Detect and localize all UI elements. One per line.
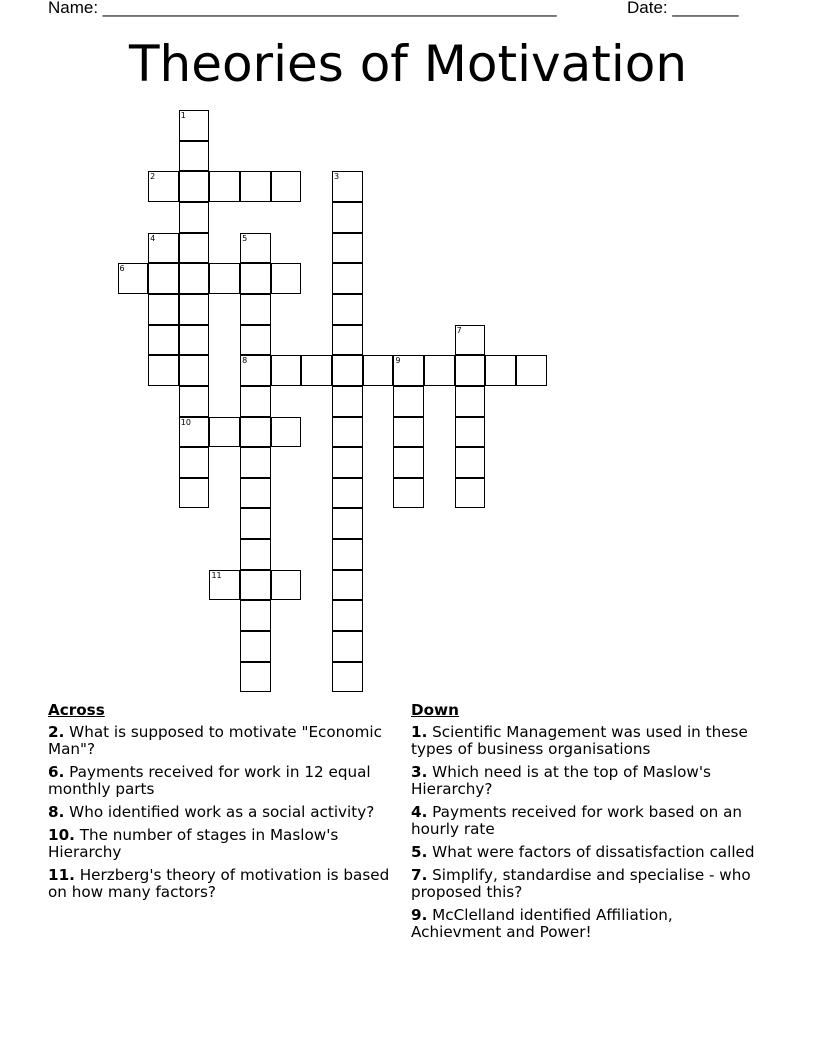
name-field[interactable]: Name: ________________________________________________ [48, 0, 557, 17]
crossword-cell[interactable] [148, 355, 179, 386]
crossword-cell[interactable] [240, 355, 271, 386]
clue-text: Who identified work as a social activity? [69, 803, 375, 821]
crossword-cell[interactable] [332, 325, 363, 356]
crossword-cell[interactable] [240, 508, 271, 539]
crossword-cell[interactable] [332, 355, 363, 386]
crossword-cell[interactable] [332, 478, 363, 509]
crossword-cell[interactable] [332, 263, 363, 294]
clue-text: Payments received for work based on an hourly rate [411, 803, 743, 838]
clue-text: What is supposed to motivate "Economic Man"? [48, 723, 382, 758]
clue-number: 5. [411, 843, 428, 861]
clue-text: Payments received for work in 12 equal monthly parts [48, 763, 371, 798]
clue-number: 11. [48, 866, 75, 884]
crossword-cell[interactable] [240, 478, 271, 509]
crossword-cell[interactable] [240, 631, 271, 662]
crossword-cell[interactable] [179, 294, 210, 325]
clue-text: McClelland identified Affiliation, Achievment and Power! [411, 906, 673, 941]
crossword-cell[interactable] [148, 171, 179, 202]
clue-across-10 [48, 827, 400, 861]
clue-down-1 [411, 724, 763, 758]
clue-number: 4. [411, 803, 428, 821]
crossword-cell[interactable] [301, 355, 332, 386]
crossword-cell[interactable] [240, 600, 271, 631]
crossword-cell[interactable] [179, 233, 210, 264]
crossword-cell[interactable] [118, 263, 149, 294]
crossword-cell[interactable] [332, 171, 363, 202]
clue-across-6 [48, 764, 400, 798]
crossword-cell[interactable] [455, 447, 486, 478]
crossword-cell[interactable] [455, 478, 486, 509]
clue-down-5 [411, 844, 763, 861]
clue-number: 9. [411, 906, 428, 924]
clue-down-7 [411, 867, 763, 901]
crossword-cell[interactable] [240, 233, 271, 264]
clue-down-4 [411, 804, 763, 838]
crossword-cell[interactable] [148, 325, 179, 356]
crossword-cell[interactable] [516, 355, 547, 386]
crossword-cell[interactable] [271, 355, 302, 386]
crossword-cell[interactable] [271, 171, 302, 202]
cell-number: 1 [180, 111, 186, 120]
crossword-cell[interactable] [332, 662, 363, 693]
crossword-cell[interactable] [148, 263, 179, 294]
crossword-cell[interactable] [179, 478, 210, 509]
clue-number: 2. [48, 723, 65, 741]
clue-number: 1. [411, 723, 428, 741]
crossword-cell[interactable] [179, 355, 210, 386]
cell-number: 2 [150, 172, 156, 182]
crossword-cell[interactable] [393, 417, 424, 448]
crossword-cell[interactable] [179, 110, 210, 141]
cell-number: 4 [150, 233, 156, 243]
clue-across-8 [48, 804, 400, 821]
cell-number: 11 [211, 570, 222, 580]
clue-text: The number of stages in Maslow's Hierarchy [48, 826, 339, 861]
crossword-cell[interactable] [179, 202, 210, 233]
crossword-cell[interactable] [179, 325, 210, 356]
crossword-cell[interactable] [209, 417, 240, 448]
crossword-cell[interactable] [332, 386, 363, 417]
clue-number: 3. [411, 763, 428, 781]
crossword-cell[interactable] [332, 508, 363, 539]
crossword-cell[interactable] [240, 386, 271, 417]
clue-down-9 [411, 907, 763, 941]
crossword-cell[interactable] [455, 325, 486, 356]
clue-text: Scientific Management was used in these types of business organisations [411, 723, 748, 758]
down-clues [411, 700, 763, 947]
crossword-cell[interactable] [148, 294, 179, 325]
clue-text: Which need is at the top of Maslow's Hierarchy? [411, 763, 711, 798]
crossword-cell[interactable] [240, 662, 271, 693]
crossword-cell[interactable] [179, 141, 210, 172]
crossword-cell[interactable] [332, 233, 363, 264]
crossword-cell[interactable] [393, 478, 424, 509]
crossword-cell[interactable] [240, 171, 271, 202]
clue-down-3 [411, 764, 763, 798]
crossword-cell[interactable] [424, 355, 455, 386]
crossword-cell[interactable] [393, 386, 424, 417]
crossword-cell[interactable] [332, 600, 363, 631]
clue-text: What were factors of dissatisfaction called [432, 843, 755, 861]
clue-number: 6. [48, 763, 65, 781]
crossword-cell[interactable] [240, 539, 271, 570]
crossword-cell[interactable] [271, 417, 302, 448]
clue-across-11 [48, 867, 400, 901]
cell-number: 10 [180, 417, 191, 427]
clue-number: 7. [411, 866, 428, 884]
crossword-cell[interactable] [179, 386, 210, 417]
crossword-cell[interactable] [240, 294, 271, 325]
crossword-cell[interactable] [209, 171, 240, 202]
across-clues [48, 700, 400, 907]
cell-number: 7 [456, 325, 462, 335]
crossword-cell[interactable] [179, 263, 210, 294]
date-field[interactable]: Date: _______ [627, 0, 739, 17]
crossword-cell[interactable] [240, 263, 271, 294]
crossword-cell[interactable] [485, 355, 516, 386]
down-heading: Down [411, 701, 459, 719]
clue-text: Herzberg's theory of motivation is based on how many factors? [48, 866, 390, 901]
cell-number: 3 [334, 172, 340, 182]
across-heading: Across [48, 701, 105, 719]
crossword-cell[interactable] [393, 355, 424, 386]
crossword-cell[interactable] [332, 417, 363, 448]
cell-number: 8 [242, 356, 248, 366]
crossword-cell[interactable] [179, 417, 210, 448]
crossword-cell[interactable] [332, 539, 363, 570]
clue-number: 8. [48, 803, 65, 821]
crossword-cell[interactable] [271, 263, 302, 294]
crossword-cell[interactable] [332, 294, 363, 325]
crossword-cell[interactable] [209, 263, 240, 294]
clue-across-2 [48, 724, 400, 758]
crossword-cell[interactable] [455, 386, 486, 417]
crossword-cell[interactable] [148, 233, 179, 264]
page-title: Theories of Motivation [128, 35, 688, 93]
crossword-cell[interactable] [179, 447, 210, 478]
clue-number: 10. [48, 826, 75, 844]
crossword-cell[interactable] [332, 447, 363, 478]
crossword-cell[interactable] [240, 325, 271, 356]
crossword-cell[interactable] [332, 570, 363, 601]
crossword-cell[interactable] [455, 417, 486, 448]
crossword-cell[interactable] [209, 570, 240, 601]
crossword-cell[interactable] [240, 417, 271, 448]
crossword-cell[interactable] [332, 631, 363, 662]
cell-number: 5 [242, 233, 248, 243]
crossword-cell[interactable] [240, 570, 271, 601]
crossword-cell[interactable] [179, 171, 210, 202]
crossword-cell[interactable] [240, 447, 271, 478]
cell-number: 6 [119, 264, 125, 274]
crossword-cell[interactable] [363, 355, 394, 386]
clue-text: Simplify, standardise and specialise - who proposed this? [411, 866, 751, 901]
crossword-cell[interactable] [332, 202, 363, 233]
cell-number: 9 [395, 356, 401, 366]
crossword-cell[interactable] [455, 355, 486, 386]
crossword-cell[interactable] [271, 570, 302, 601]
crossword-cell[interactable] [393, 447, 424, 478]
